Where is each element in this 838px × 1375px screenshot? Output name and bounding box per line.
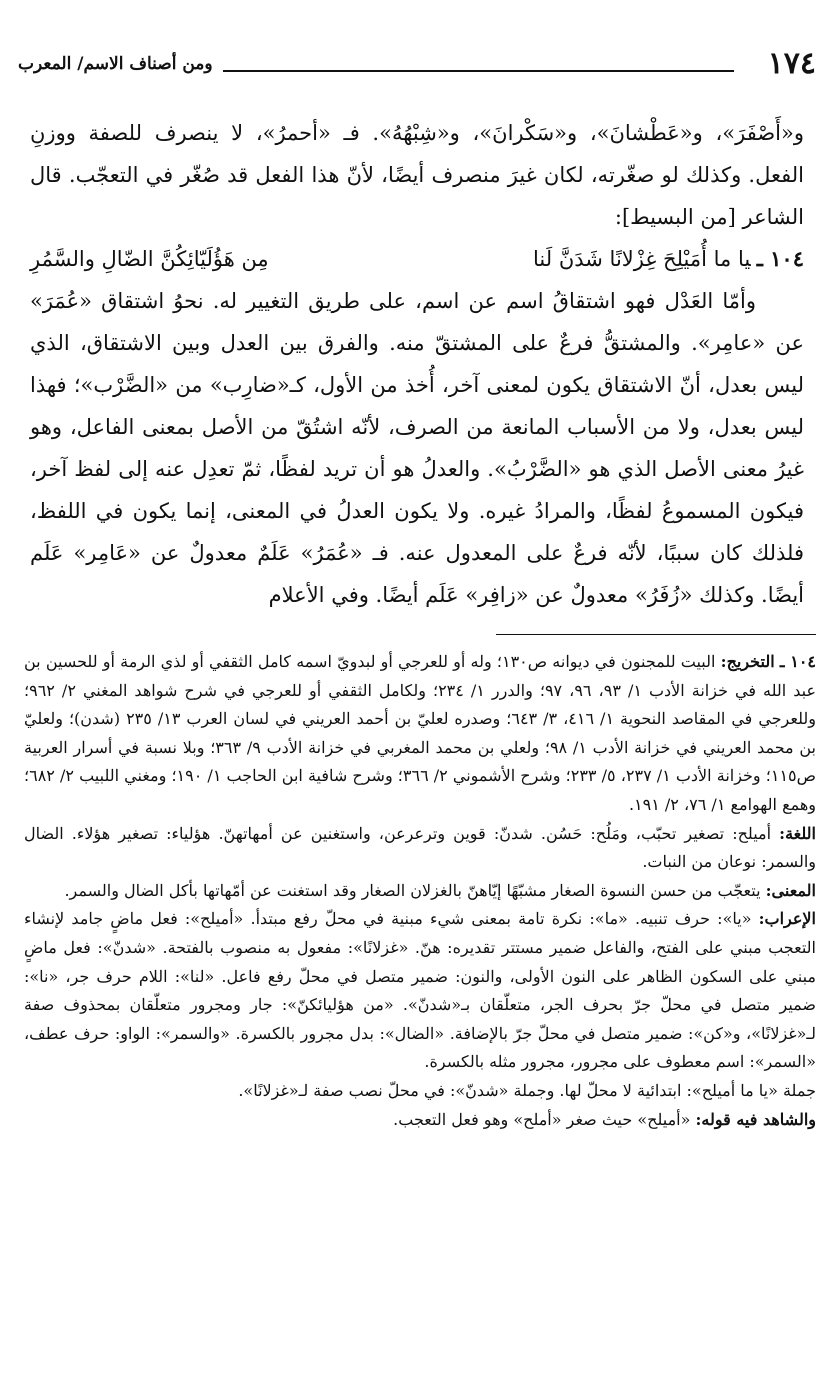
verse-part-1: يا ما أُمَيْلِحَ غِزْلانًا شَدَنَّ لَنا <box>533 247 751 271</box>
paragraph-1: و«أَصْفَرَ»، و«عَطْشانَ»، و«سَكْرانَ»، و«شِبْهُهُ». فـ «أحمرُ»، لا ينصرف للصفة ووزنِ الفعل. وكذلك لو صغّرته، لكان غيرَ منصرف أيضًا، لأنّ هذا الفعل قد صُغّر في التعجّب. قال الشاعر [من البسيط]: <box>30 121 804 229</box>
footnote-lugha <box>24 820 816 877</box>
main-text <box>30 112 804 616</box>
takhrij-label: التخريج: <box>720 652 775 671</box>
shahid-text: «أميلح» حيث صغر «أملح» وهو فعل التعجب. <box>393 1109 691 1129</box>
shahid-label: والشاهد فيه قوله: <box>695 1109 816 1129</box>
footnotes <box>24 648 816 1134</box>
verse-number: ١٠٤ ـ <box>756 246 804 271</box>
poem-verse <box>30 238 804 280</box>
verse-part-2: مِن هَؤُلَيّائِكُنَّ الضّالِ والسَّمُرِ <box>30 247 269 271</box>
lugha-label: اللغة: <box>779 823 816 843</box>
footnote-shahid <box>24 1106 816 1135</box>
header-rule <box>223 70 734 72</box>
footnote-separator <box>496 634 816 635</box>
maana-label: المعنى: <box>765 880 816 900</box>
footnote-irab <box>24 905 816 1077</box>
footnote-takhrij <box>24 648 816 820</box>
irab-label: الإعراب: <box>758 909 816 929</box>
verse-first-hemistich <box>533 238 804 280</box>
page-number: ١٧٤ <box>767 46 816 81</box>
page-header <box>18 44 816 84</box>
footnote-maana <box>24 877 816 906</box>
irab-text: «يا»: حرف تنبيه. «ما»: نكرة تامة بمعنى شيء مبنية في محلّ رفع مبتدأ. «أميلح»: فعل ماضٍ جامد لإنشاء التعجب مبني على الفتح، والفاعل ضمير مستتر تقديره: هنّ. «غزلانًا»: مفعول به منصوب بالفتحة. «شدنّ»: فعل ماضٍ مبني على السكون الظاهر على النون الأولى، والنون: ضمير متصل في محلّ رفع فاعل. «لنا»: اللام حرف جر، «نا»: ضمير متصل في محلّ جرّ بحرف الجر، متعلّقان بـ«شدنّ». «من هؤليائكنّ»: جار ومجرور متعلّقان بمحذوف صفة لـ«غزلانًا»، و«كن»: ضمير متصل في محلّ جرّ بالإضافة. «الضال»: بدل مجرور بالكسرة. «والسمر»: الواو: حرف عطف، «السمر»: اسم معطوف على مجرور، مجرور مثله بالكسرة. <box>24 909 817 1072</box>
paragraph-2: وأمّا العَدْل فهو اشتقاقُ اسم عن اسم، على طريق التغيير له. نحوُ اشتقاق «عُمَرَ» عن «عامِر». والمشتقُّ فرعٌ على المشتقّ منه. والفرق بين العدل وبين الاشتقاق، الذي ليس بعدل، أنّ الاشتقاق يكون لمعنى آخر، أُخذ من الأول، كـ«ضارِب» من «الضَّرْب»؛ فهذا ليس بعدل، ولا من الأسباب المانعة من الصرف، لأنّه اشتُقّ من الأصل بمعنى الفاعل، وهو غيرُ معنى الأصل الذي هو «الضَّرْبُ». والعدلُ هو أن تريد لفظًا، ثمّ تعدِل عنه إلى لفظ آخر، فيكون المسموعُ لفظًا، والمرادُ غيره. ولا يكون العدلُ في المعنى، إنما يكون في اللفظ، فلذلك كان سببًا، لأنّه فرعٌ على المعدول عنه. فـ «عُمَرُ» عَلَمٌ معدولٌ عن «عَامِر» عَلَم أيضًا. وكذلك «زُفَرُ» معدولٌ عن «زافِر» عَلَم أيضًا. وفي الأعلام <box>30 289 804 607</box>
takhrij-text: البيت للمجنون في ديوانه ص١٣٠؛ وله أو للعرجي أو لبدويّ اسمه كامل الثقفي أو لذي الرمة أو للحسين بن عبد الله في خزانة الأدب ١/ ٩٣، ٩٦، ٩٧؛ والدرر ١/ ٢٣٤؛ ولكامل الثقفي أو للعرجي في شرح شواهد المغني ٢/ ٩٦٢؛ وللعرجي في المقاصد النحوية ١/ ٤١٦، ٣/ ٦٤٣؛ وصدره لعليّ بن أحمد العريني في لسان العرب ١٣/ ٢٣٥ (شدن)؛ ولعليّ بن محمد العريني في خزانة الأدب ١/ ٩٨؛ ولعلي بن محمد المغربي في خزانة الأدب ٩/ ٣٦٣؛ وبلا نسبة في أسرار العربية ص١١٥؛ وخزانة الأدب ١/ ٢٣٧، ٥/ ٢٣٣؛ وشرح الأشموني ٢/ ٣٦٦؛ وشرح شافية ابن الحاجب ١/ ١٩٠؛ ومغني اللبيب ٢/ ٦٨٢؛ وهمع الهوامع ١/ ٧٦، ٢/ ١٩١. <box>24 652 817 814</box>
footnote-jumla: جملة «يا ما أميلح»: ابتدائية لا محلّ لها. وجملة «شدنّ»: في محلّ نصب صفة لـ«غزلانًا». <box>238 1080 816 1100</box>
maana-text: يتعجّب من حسن النسوة الصغار مشبّهًا إيّاهنّ بالغزلان الصغار وقد استغنت عن أمّهاتها بأكل الضال والسمر. <box>64 880 761 900</box>
lugha-text: أميلح: تصغير تحبّب، ومَلُح: حَسُن. شدنّ: قوين وترعرعن، واستغنين عن أمهاتهنّ. هؤلياء: تصغير هؤلاء. الضال والسمر: نوعان من النبات. <box>24 823 816 872</box>
footnote-number: ١٠٤ ـ <box>779 652 817 671</box>
running-title: ومن أصناف الاسم/ المعرب <box>18 54 213 74</box>
